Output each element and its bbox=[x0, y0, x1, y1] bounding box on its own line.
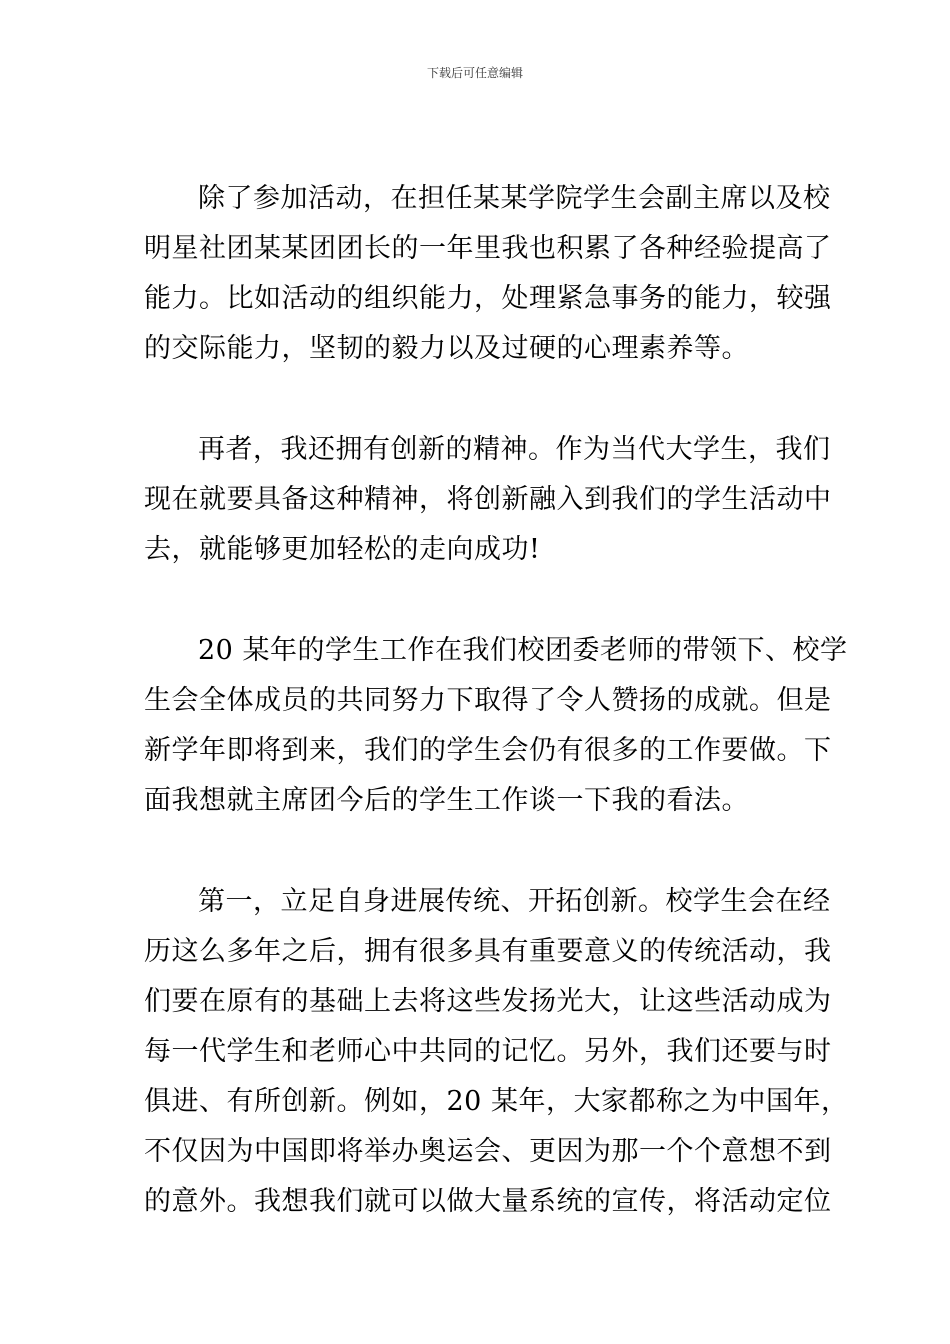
text-line: 现在就要具备这种精神，将创新融入到我们的学生活动中 bbox=[144, 484, 832, 515]
paragraph-4 bbox=[144, 883, 849, 1233]
text-line: 每一代学生和老师心中共同的记忆。另外，我们还要与时 bbox=[144, 1036, 832, 1067]
text-line: 去，就能够更加轻松的走向成功! bbox=[144, 534, 541, 565]
text-line: 生会全体成员的共同努力下取得了令人赞扬的成就。但是 bbox=[144, 685, 832, 716]
text-line: 第一，立足自身进展传统、开拓创新。校学生会在经 bbox=[198, 886, 831, 917]
paragraph-2 bbox=[144, 431, 832, 581]
paragraph-1 bbox=[144, 180, 832, 380]
text-line: 俱进、有所创新。例如，20 某年，大家都称之为中国年， bbox=[144, 1086, 849, 1117]
text-line: 们要在原有的基础上去将这些发扬光大，让这些活动成为 bbox=[144, 986, 832, 1017]
text-line: 能力。比如活动的组织能力，处理紧急事务的能力，较强 bbox=[144, 283, 832, 314]
text-line: 面我想就主席团今后的学生工作谈一下我的看法。 bbox=[144, 785, 749, 816]
text-line: 再者，我还拥有创新的精神。作为当代大学生，我们 bbox=[198, 434, 831, 465]
text-line: 的交际能力，坚韧的毅力以及过硬的心理素养等。 bbox=[144, 333, 749, 364]
text-line: 历这么多年之后，拥有很多具有重要意义的传统活动，我 bbox=[144, 936, 832, 967]
page-header: 下载后可任意编辑 bbox=[426, 66, 523, 80]
document-body bbox=[144, 180, 849, 1284]
text-line: 明星社团某某团团长的一年里我也积累了各种经验提高了 bbox=[144, 233, 832, 264]
paragraph-3 bbox=[144, 632, 848, 832]
text-line: 新学年即将到来，我们的学生会仍有很多的工作要做。下 bbox=[144, 735, 832, 766]
text-line: 20 某年的学生工作在我们校团委老师的带领下、校学 bbox=[198, 635, 848, 666]
text-line: 不仅因为中国即将举办奥运会、更因为那一个个意想不到 bbox=[144, 1136, 832, 1167]
text-line: 除了参加活动，在担任某某学院学生会副主席以及校 bbox=[198, 183, 831, 214]
text-line: 的意外。我想我们就可以做大量系统的宣传，将活动定位 bbox=[144, 1186, 832, 1217]
